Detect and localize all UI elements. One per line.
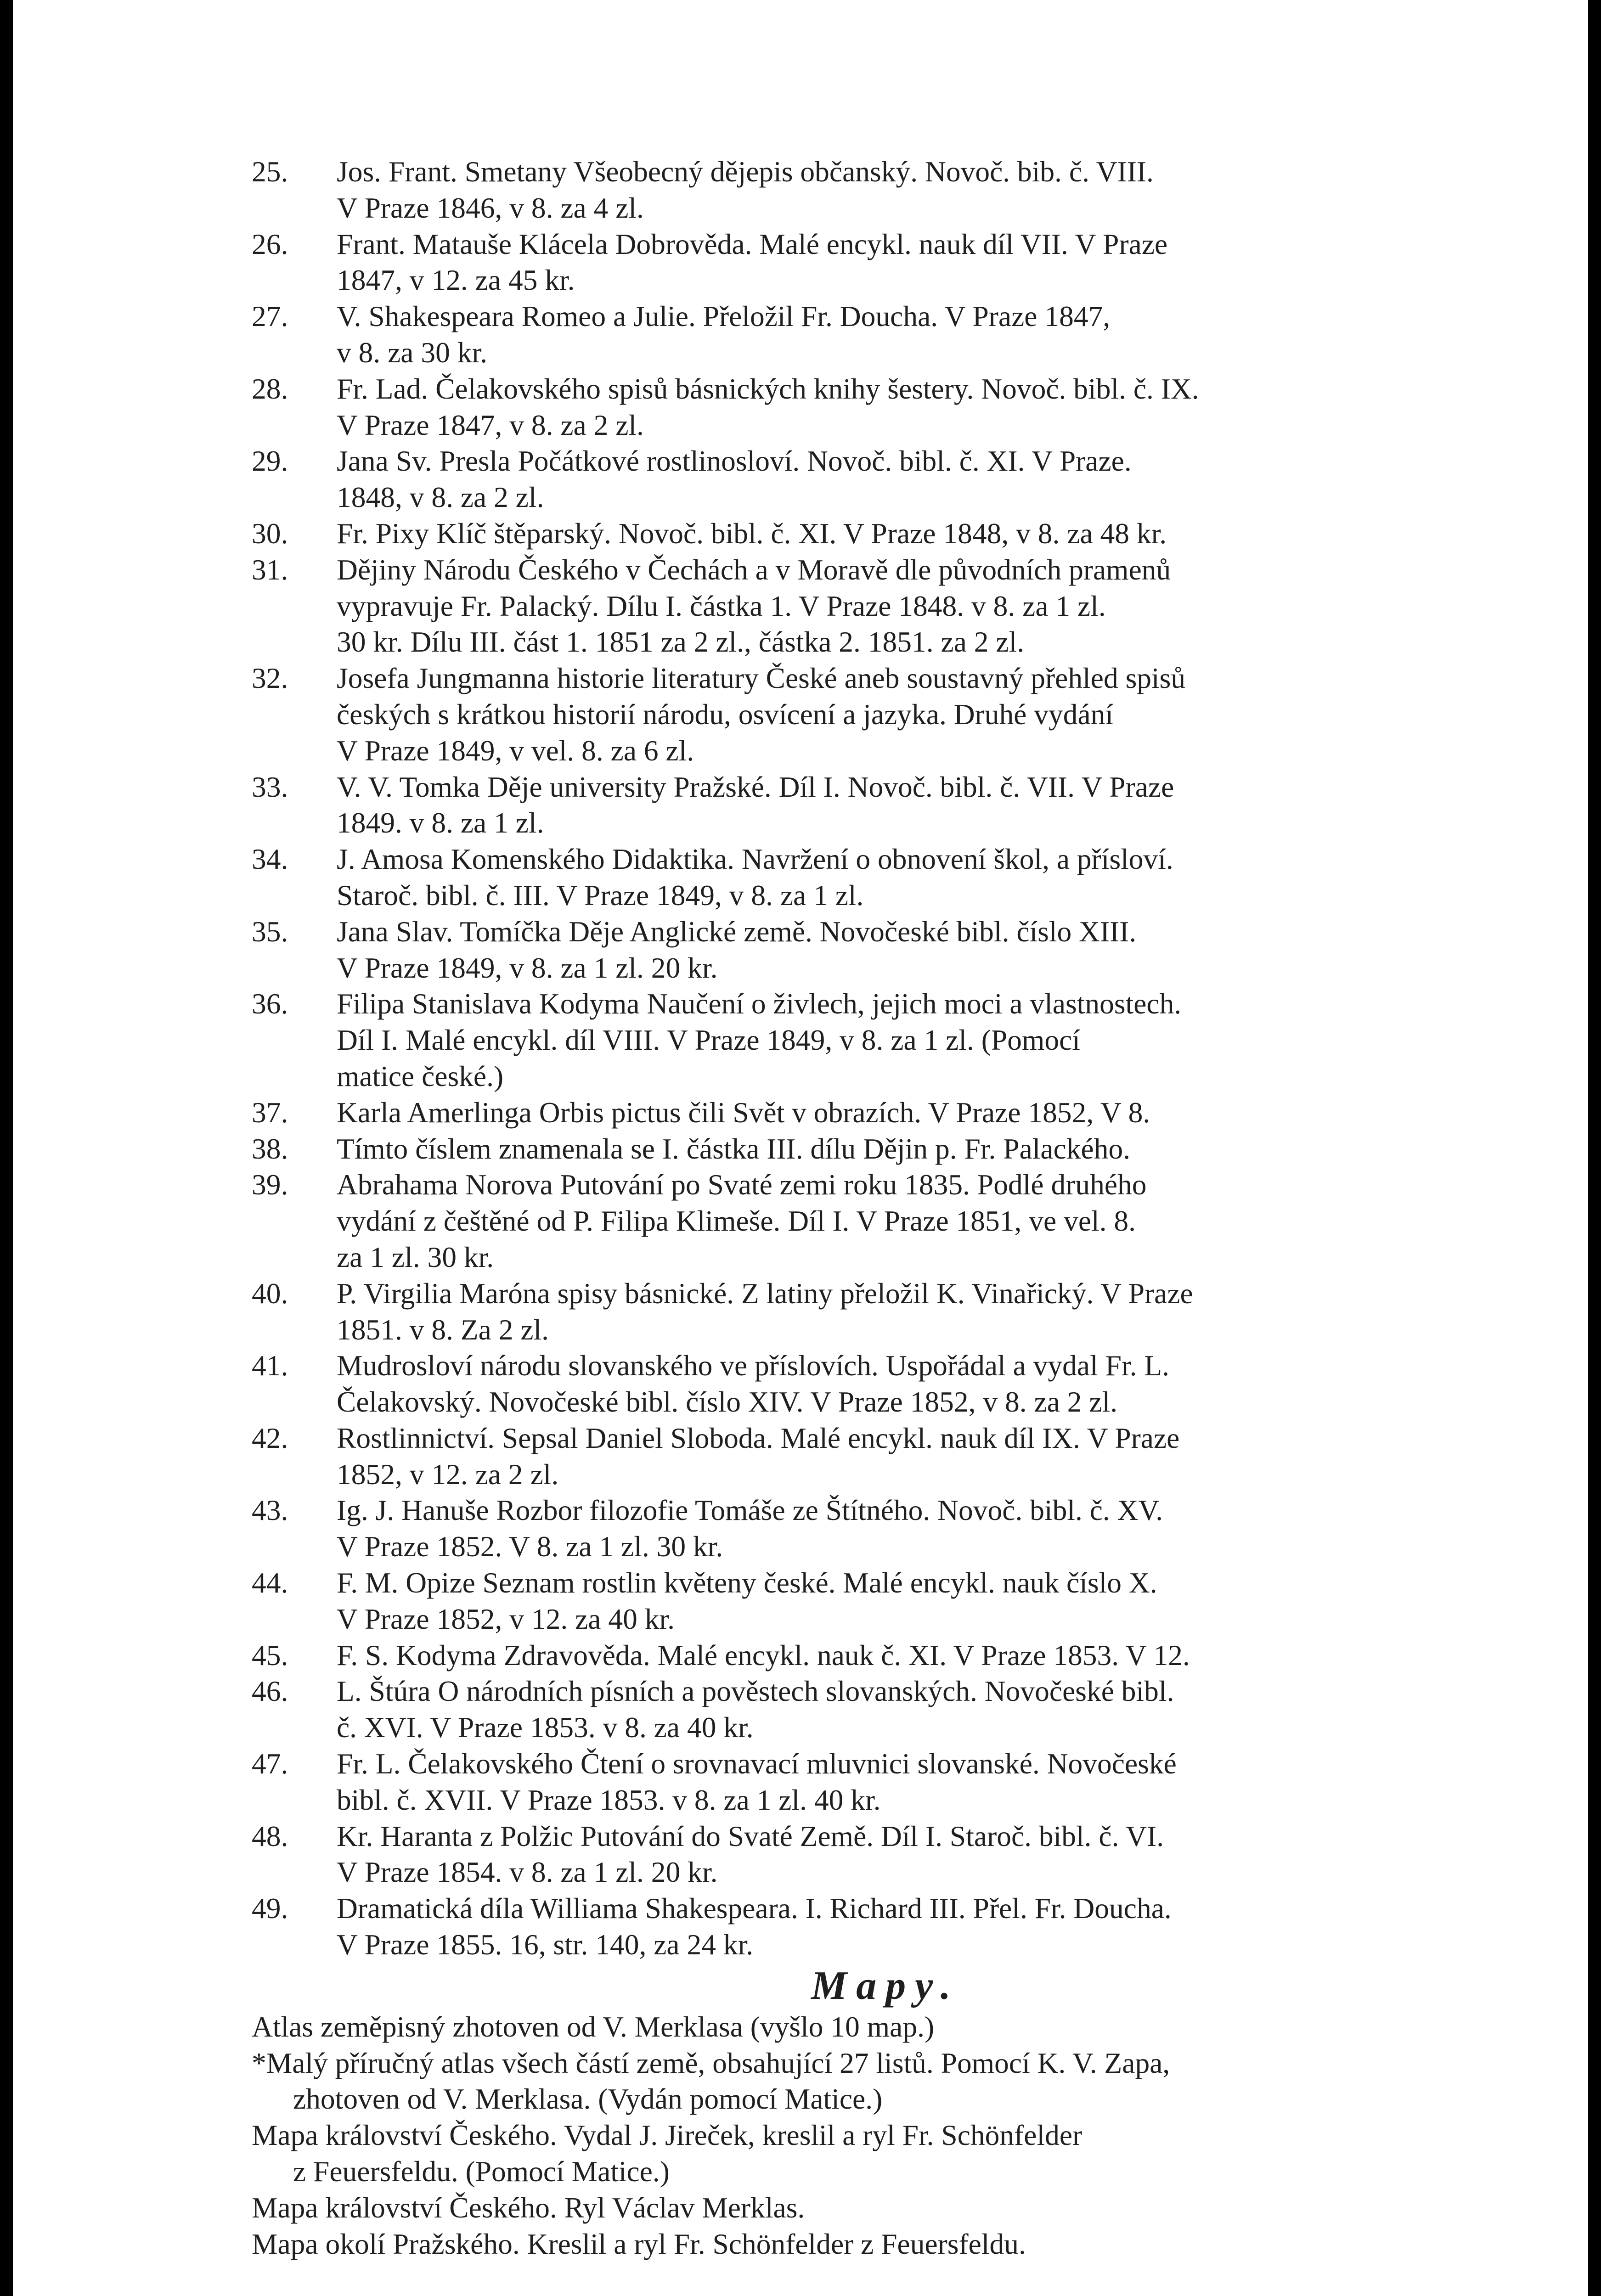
- item-text-line: Dějiny Národu Českého v Čechách a v Moravě dle původních pramenů: [337, 553, 1171, 586]
- list-item: [252, 1095, 1519, 1131]
- item-text-line: Fr. Pixy Klíč štěparský. Novoč. bibl. č. XI. V Praze 1848, v 8. za 48 kr.: [337, 517, 1167, 550]
- item-text-line: Staroč. bibl. č. III. V Praze 1849, v 8. za 1 zl.: [337, 878, 864, 912]
- map-entry-line: *Malý příručný atlas všech částí země, obsahující 27 listů. Pomocí K. V. Zapa,: [252, 2046, 1170, 2079]
- item-text-line: 1852, v 12. za 2 zl.: [337, 1458, 559, 1491]
- item-text-line: Rostlinnictví. Sepsal Daniel Sloboda. Malé encykl. nauk díl IX. V Praze: [337, 1421, 1180, 1454]
- item-text-line: 1851. v 8. Za 2 zl.: [337, 1313, 549, 1346]
- item-text-line: Fr. Lad. Čelakovského spisů básnických knihy šestery. Novoč. bibl. č. IX.: [337, 372, 1199, 405]
- item-text-line: Jos. Frant. Smetany Všeobecný dějepis občanský. Novoč. bib. č. VIII.: [337, 155, 1154, 188]
- item-number: 40.: [252, 1277, 288, 1310]
- item-text-line: V Praze 1852. V 8. za 1 zl. 30 kr.: [337, 1530, 723, 1563]
- item-text-line: F. M. Opize Seznam rostlin květeny české. Malé encykl. nauk číslo X.: [337, 1566, 1157, 1599]
- item-text-line: 30 kr. Dílu III. část 1. 1851 za 2 zl., částka 2. 1851. za 2 zl.: [337, 625, 1025, 658]
- map-entry-line: Mapa království Českého. Vydal J. Jireček, kreslil a ryl Fr. Schönfelder: [252, 2119, 1082, 2152]
- item-text-line: Tímto číslem znamenala se I. částka III. dílu Dějin p. Fr. Palackého.: [337, 1132, 1131, 1165]
- item-text-line: vypravuje Fr. Palacký. Dílu I. částka 1. V Praze 1848. v 8. za 1 zl.: [337, 589, 1106, 622]
- item-text-line: J. Amosa Komenského Didaktika. Navržení o obnovení škol, a přísloví.: [337, 843, 1173, 876]
- list-item: [252, 1492, 1519, 1565]
- item-number: 42.: [252, 1421, 288, 1454]
- list-item: [252, 552, 1519, 660]
- item-number: 47.: [252, 1747, 288, 1780]
- item-text-line: Frant. Mataušе Klácela Dobrověda. Malé encykl. nauk díl VII. V Praze: [337, 227, 1168, 260]
- list-item: [252, 226, 1519, 299]
- list-item: [252, 516, 1519, 552]
- map-entry-line: Mapa okolí Pražského. Kreslil a ryl Fr. Schönfelder z Feuersfeldu.: [252, 2227, 1026, 2260]
- list-item: [252, 1891, 1519, 1963]
- item-text-line: č. XVI. V Praze 1853. v 8. za 40 kr.: [337, 1711, 754, 1744]
- item-text-line: Ig. J. Hanuše Rozbor filozofie Tomáše ze Štítného. Novoč. bibl. č. XV.: [337, 1494, 1163, 1527]
- item-text-line: Karla Amerlinga Orbis pictus čili Svět v obrazích. V Praze 1852, V 8.: [337, 1096, 1150, 1129]
- item-text-line: Čelakovský. Novočeské bibl. číslo XIV. V Praze 1852, v 8. za 2 zl.: [337, 1385, 1118, 1418]
- list-item: [252, 443, 1519, 516]
- list-item: [252, 986, 1519, 1094]
- item-text-line: matice české.): [337, 1059, 504, 1092]
- item-number: 44.: [252, 1566, 288, 1599]
- item-text-line: v 8. za 30 kr.: [337, 336, 488, 369]
- map-entry-line: z Feuersfeldu. (Pomocí Matice.): [293, 2155, 670, 2188]
- item-text-line: Abrahama Norova Putování po Svaté zemi roku 1835. Podlé druhého: [337, 1168, 1147, 1201]
- item-text-line: Fr. L. Čelakovského Čtení o srovnavací mluvnici slovanské. Novočeské: [337, 1747, 1177, 1780]
- item-text-line: V Praze 1849, v 8. za 1 zl. 20 kr.: [337, 951, 718, 984]
- list-item: [252, 1673, 1519, 1746]
- item-number: 32.: [252, 662, 288, 695]
- list-item: [252, 841, 1519, 914]
- item-text-line: V Praze 1854. v 8. za 1 zl. 20 kr.: [337, 1856, 718, 1889]
- item-text-line: V Praze 1847, v 8. za 2 zl.: [337, 408, 644, 441]
- item-number: 39.: [252, 1168, 288, 1201]
- item-text-line: V. V. Tomka Děje university Pražské. Díl I. Novoč. bibl. č. VII. V Praze: [337, 770, 1174, 803]
- item-number: 46.: [252, 1675, 288, 1708]
- item-text-line: Kr. Haranta z Polžic Putování do Svaté Země. Díl I. Staroč. bibl. č. VI.: [337, 1819, 1164, 1852]
- item-number: 33.: [252, 770, 288, 803]
- item-text-line: za 1 zl. 30 kr.: [337, 1240, 494, 1273]
- item-number: 31.: [252, 553, 288, 586]
- map-entry-line: Mapa království Českého. Ryl Václav Merklas.: [252, 2191, 805, 2224]
- item-number: 48.: [252, 1819, 288, 1852]
- item-text-line: Josefa Jungmanna historie literatury České aneb soustavný přehled spisů: [337, 662, 1186, 695]
- list-item: [252, 1348, 1519, 1420]
- item-text-line: 1847, v 12. za 45 kr.: [337, 264, 575, 297]
- publication-list: [252, 154, 1519, 1963]
- item-text-line: Mudrosloví národu slovanského ve příslovích. Uspořádal a vydal Fr. L.: [337, 1349, 1170, 1382]
- item-text-line: bibl. č. XVII. V Praze 1853. v 8. za 1 zl. 40 kr.: [337, 1783, 881, 1816]
- item-number: 38.: [252, 1132, 288, 1165]
- item-number: 35.: [252, 915, 288, 948]
- item-number: 37.: [252, 1096, 288, 1129]
- item-text-line: V. Shakespeara Romeo a Julie. Přeložil Fr. Doucha. V Praze 1847,: [337, 300, 1111, 333]
- map-entry-line: Atlas zeměpisný zhotoven od V. Merklasa (vyšlo 10 map.): [252, 2010, 935, 2043]
- item-text-line: 1848, v 8. za 2 zl.: [337, 481, 544, 514]
- item-number: 49.: [252, 1892, 288, 1925]
- maps-list: [252, 2009, 1519, 2262]
- book-page: [13, 0, 1588, 2296]
- item-number: 45.: [252, 1638, 288, 1671]
- item-text-line: V Praze 1852, v 12. za 40 kr.: [337, 1602, 675, 1635]
- item-text-line: Jana Slav. Tomíčka Děje Anglické země. Novočeské bibl. číslo XIII.: [337, 915, 1137, 948]
- list-item: [252, 769, 1519, 842]
- list-item: [252, 1746, 1519, 1818]
- page-content: [252, 154, 1519, 2296]
- item-text-line: P. Virgilia Maróna spisy básnické. Z latiny přeložil K. Vinařický. V Praze: [337, 1277, 1193, 1310]
- item-text-line: vydání z češtěné od P. Filipa Klimeše. Díl I. V Praze 1851, ve vel. 8.: [337, 1204, 1136, 1238]
- item-number: 30.: [252, 517, 288, 550]
- item-number: 29.: [252, 445, 288, 478]
- list-item: [252, 1276, 1519, 1348]
- item-text-line: V Praze 1855. 16, str. 140, za 24 kr.: [337, 1928, 754, 1961]
- list-item: [252, 1818, 1519, 1891]
- item-text-line: Díl I. Malé encykl. díl VIII. V Praze 1849, v 8. za 1 zl. (Pomocí: [337, 1024, 1080, 1057]
- item-text-line: L. Štúra O národních písních a pověstech slovanských. Novočeské bibl.: [337, 1675, 1174, 1708]
- item-text-line: F. S. Kodyma Zdravověda. Malé encykl. nauk č. XI. V Praze 1853. V 12.: [337, 1638, 1190, 1671]
- item-number: 26.: [252, 227, 288, 260]
- item-text-line: V Praze 1849, v vel. 8. za 6 zl.: [337, 734, 694, 767]
- list-item: [252, 1565, 1519, 1638]
- item-text-line: 1849. v 8. za 1 zl.: [337, 806, 544, 839]
- list-item: [252, 660, 1519, 769]
- item-number: 43.: [252, 1494, 288, 1527]
- list-item: [252, 1638, 1519, 1674]
- item-text-line: Filipa Stanislava Kodyma Naučení o živlech, jejich moci a vlastnostech.: [337, 987, 1182, 1020]
- item-number: 41.: [252, 1349, 288, 1382]
- item-text-line: Jana Sv. Presla Počátkové rostlinosloví. Novoč. bibl. č. XI. V Praze.: [337, 445, 1132, 478]
- maps-heading: Mapy.: [811, 1963, 960, 2008]
- list-item: [252, 371, 1519, 444]
- list-item: [252, 914, 1519, 986]
- item-text-line: V Praze 1846, v 8. za 4 zl.: [337, 191, 644, 224]
- list-item: [252, 1131, 1519, 1167]
- list-item: [252, 1420, 1519, 1493]
- item-text-line: Dramatická díla Williama Shakespeara. I. Richard III. Přel. Fr. Doucha.: [337, 1892, 1172, 1925]
- item-number: 34.: [252, 843, 288, 876]
- list-item: [252, 1167, 1519, 1275]
- map-entry-line: zhotoven od V. Merklasa. (Vydán pomocí Matice.): [293, 2082, 883, 2116]
- list-item: [252, 298, 1519, 371]
- list-item: [252, 154, 1519, 226]
- item-number: 25.: [252, 155, 288, 188]
- item-number: 28.: [252, 372, 288, 405]
- item-number: 27.: [252, 300, 288, 333]
- item-number: 36.: [252, 987, 288, 1020]
- item-text-line: českých s krátkou historií národu, osvícení a jazyka. Druhé vydání: [337, 698, 1114, 731]
